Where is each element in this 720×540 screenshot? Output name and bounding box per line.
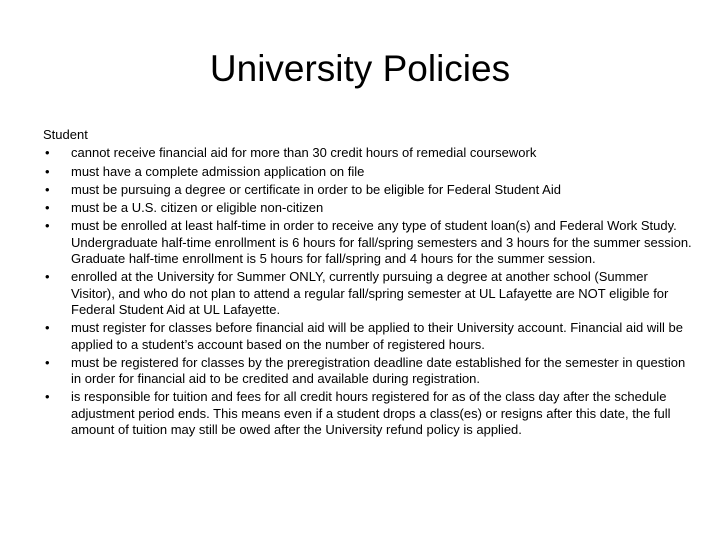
list-item xyxy=(43,200,693,216)
list-item-text: must be pursuing a degree or certificate in order to be eligible for Federal Student Aid xyxy=(71,181,561,197)
bullet-icon: • xyxy=(45,269,50,285)
list-item-text: must have a complete admission application on file xyxy=(71,163,365,179)
bullet-icon: • xyxy=(45,320,50,336)
list-item xyxy=(43,182,693,198)
list-item-text: is responsible for tuition and fees for all credit hours registered for as of the class day after the schedule adjustment period ends. This means even if a student drops a class(es) or resigns after this date, the full amount of tuition may still be owed after the University refund policy is applied. xyxy=(71,389,671,438)
bullet-icon: • xyxy=(45,389,50,405)
list-item-text: enrolled at the University for Summer ONLY, currently pursuing a degree at another school (Summer Visitor), and who do not plan to attend a regular fall/spring semester at UL Lafayette are NOT eligible for Federal Student Aid at UL Lafayette. xyxy=(71,269,669,317)
list-item xyxy=(43,145,693,161)
bullet-icon: • xyxy=(45,163,50,179)
list-item xyxy=(43,320,693,353)
list-item-text: must be a U.S. citizen or eligible non-citizen xyxy=(71,200,324,216)
list-item-text: cannot receive financial aid for more than 30 credit hours of remedial coursework xyxy=(71,145,537,161)
list-item-text: must be registered for classes by the preregistration deadline date established for the semester in question in order for financial aid to be credited and available during registration. xyxy=(71,354,686,387)
bullet-icon: • xyxy=(45,218,50,234)
slide-title: University Policies xyxy=(209,48,511,89)
bullet-icon: • xyxy=(45,200,50,216)
list-item xyxy=(43,269,693,318)
bullet-icon: • xyxy=(45,354,50,370)
list-item xyxy=(43,389,693,438)
list-item-text: must be enrolled at least half-time in order to receive any type of student loan(s) and Federal Work Study. Undergraduate half-time enrollment is 6 hours for fall/spring semesters and 3 hours for the summer session. Graduate half-time enrollment is 5 hours for fall/spring and 4 hours for the summer session. xyxy=(71,218,692,267)
list-item-text: must register for classes before financial aid will be applied to their University account. Financial aid will be applied to a student’s account based on the number of registered hours. xyxy=(71,320,684,352)
policy-list xyxy=(43,145,693,438)
section-heading: Student xyxy=(43,127,88,142)
slide-body xyxy=(43,127,693,440)
list-item xyxy=(43,355,693,388)
list-item xyxy=(43,164,693,180)
bullet-icon: • xyxy=(45,181,50,197)
bullet-icon: • xyxy=(45,145,50,161)
list-item xyxy=(43,218,693,267)
